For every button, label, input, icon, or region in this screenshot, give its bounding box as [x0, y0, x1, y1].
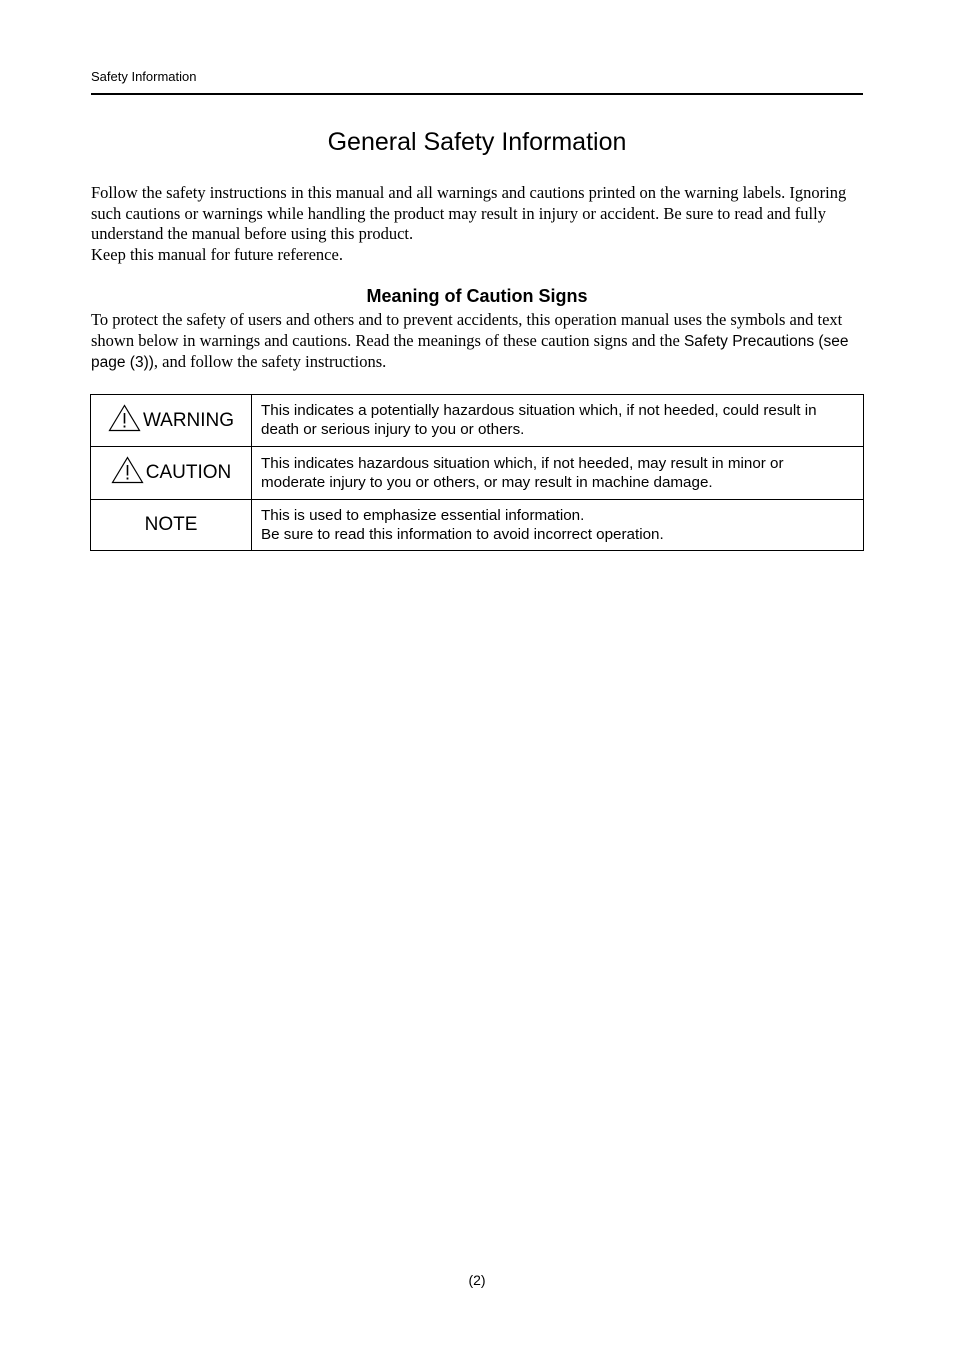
- running-header: Safety Information: [91, 69, 197, 84]
- sign-cell-caution: [91, 447, 252, 500]
- description-line: death or serious injury to you or others.: [261, 421, 525, 438]
- description-line: moderate injury to you or others, or may result in machine damage.: [261, 473, 713, 491]
- header-divider: [91, 93, 863, 95]
- page-number: (2): [468, 1272, 486, 1288]
- intro-paragraph: Follow the safety instructions in this manual and all warnings and cautions printed on the warning labels. Ignoring such cautions or warnings while handling the product may result in injury or accident. Be sure to read and fully understand the manual before using this product.: [91, 183, 847, 244]
- table-row: [91, 447, 864, 500]
- meaning-paragraph: [91, 310, 866, 374]
- warning-triangle-icon: [111, 456, 144, 484]
- section-heading: Meaning of Caution Signs: [366, 286, 588, 306]
- table-row: [91, 395, 864, 447]
- sign-description: [252, 447, 864, 500]
- description-line: This indicates a potentially hazardous situation which, if not heeded, could result in: [261, 402, 817, 419]
- caution-signs-table: [90, 394, 864, 551]
- sign-label: CAUTION: [145, 462, 232, 483]
- description-line: This indicates hazardous situation which, if not heeded, may result in minor or: [261, 454, 784, 472]
- meaning-text-before: To protect the safety of users and others and to prevent accidents, this operation manual uses the symbols and text shown below in warnings and cautions. Read the meanings of these caution signs and the: [91, 310, 843, 350]
- safety-precautions-reference: Safety Precautions (see page (3)): [91, 332, 849, 372]
- description-line: Be sure to read this information to avoid incorrect operation.: [261, 525, 664, 543]
- sign-cell-note: [91, 500, 252, 551]
- table-row: [91, 500, 864, 551]
- page-title: General Safety Information: [327, 128, 627, 156]
- sign-label: WARNING: [142, 409, 235, 431]
- sign-description: [252, 500, 864, 551]
- warning-triangle-icon: [108, 404, 141, 432]
- intro-section: [91, 183, 866, 266]
- sign-description: [252, 395, 864, 447]
- keep-manual-note: Keep this manual for future reference.: [91, 245, 343, 265]
- sign-cell-warning: [91, 395, 252, 447]
- description-line: This is used to emphasize essential information.: [261, 506, 585, 524]
- sign-label: NOTE: [144, 514, 198, 535]
- meaning-text-after: , and follow the safety instructions.: [153, 352, 387, 372]
